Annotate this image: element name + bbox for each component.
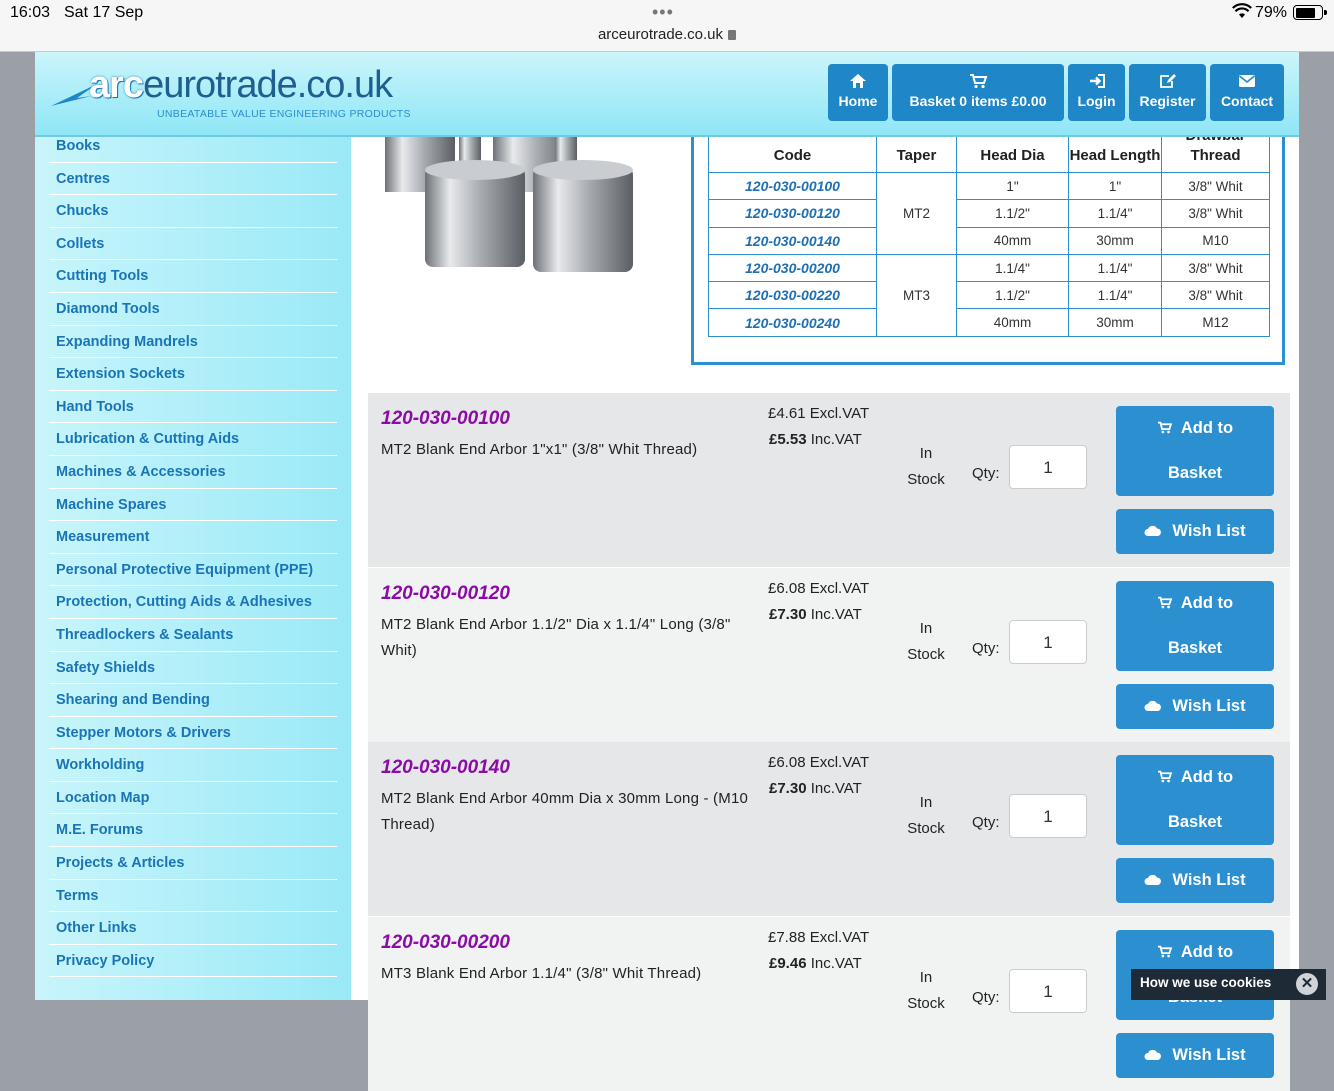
product-description: MT3 Blank End Arbor 1.1/4" (3/8" Whit Thread) [381, 964, 702, 982]
quantity-input[interactable]: 1 [1009, 969, 1087, 1013]
date: Sat 17 Sep [64, 4, 144, 21]
price-inc-vat: £9.46 Inc.VAT [769, 954, 862, 972]
sidebar-item[interactable]: Extension Sockets [49, 358, 337, 391]
wish-list-button[interactable]: Wish List [1116, 858, 1274, 903]
spec-head-dia-cell: 1.1/2" [957, 200, 1069, 227]
home-icon [849, 73, 867, 89]
spec-table-panel [691, 122, 1285, 365]
qty-label: Qty: [972, 639, 1000, 657]
web-page [35, 52, 1299, 1064]
cookie-banner[interactable] [1131, 969, 1326, 1000]
qty-label: Qty: [972, 988, 1000, 1006]
sidebar-item[interactable]: Measurement [49, 521, 337, 554]
spec-head-dia-cell: 1" [957, 173, 1069, 200]
spec-table-row [709, 173, 1270, 200]
sidebar-item[interactable]: Location Map [49, 782, 337, 815]
nav-basket-button[interactable]: Basket 0 items £0.00 [892, 64, 1064, 121]
spec-code-link[interactable]: 120-030-00120 [709, 200, 877, 227]
category-list [49, 130, 337, 977]
quantity-input[interactable]: 1 [1009, 620, 1087, 664]
spec-head-length-cell: 1.1/4" [1069, 254, 1162, 281]
spec-code-link[interactable]: 120-030-00200 [709, 254, 877, 281]
product-code-link[interactable]: 120-030-00140 [381, 757, 510, 778]
price-inc-vat: £7.30 Inc.VAT [769, 605, 862, 623]
spec-head-length-cell: 30mm [1069, 309, 1162, 336]
spec-thread-cell: M10 [1162, 227, 1270, 254]
spec-head-length-cell: 1.1/4" [1069, 200, 1162, 227]
spec-code-link[interactable]: 120-030-00240 [709, 309, 877, 336]
url-text: arceurotrade.co.uk [597, 26, 724, 43]
quantity-input[interactable]: 1 [1009, 794, 1087, 838]
sidebar-item[interactable]: Stepper Motors & Drivers [49, 717, 337, 750]
spec-code-link[interactable]: 120-030-00220 [709, 282, 877, 309]
price-excl-vat: £4.61 Excl.VAT [768, 405, 870, 422]
price-excl-vat: £6.08 Excl.VAT [768, 579, 870, 597]
spec-thread-cell: 3/8" Whit [1162, 173, 1270, 200]
col-header-taper: Taper [877, 117, 957, 173]
sidebar-item[interactable]: Safety Shields [49, 652, 337, 685]
product-description: MT2 Blank End Arbor 40mm Dia x 30mm Long - (M10 Thread) [381, 790, 749, 833]
nav-register-button[interactable]: Register [1129, 64, 1206, 121]
sidebar-item[interactable]: Protection, Cutting Aids & Adhesives [49, 586, 337, 619]
spec-head-length-cell: 1" [1069, 173, 1162, 200]
wish-list-button[interactable]: Wish List [1116, 1033, 1274, 1078]
lock-icon [728, 30, 736, 40]
nav-home-button[interactable]: Home [828, 64, 888, 121]
main-content [351, 122, 1299, 1064]
nav-contact-button[interactable]: Contact [1210, 64, 1284, 121]
qty-label: Qty: [972, 465, 1000, 482]
sidebar-item[interactable]: Privacy Policy [49, 945, 337, 978]
col-header-code: Code [709, 117, 877, 173]
stock-status: In Stock [907, 968, 945, 1012]
cloud-icon [1144, 1049, 1162, 1061]
sidebar-item[interactable]: Centres [49, 163, 337, 196]
spec-head-length-cell: 30mm [1069, 227, 1162, 254]
category-sidebar [35, 122, 351, 1000]
col-header-head-dia: Head Dia [957, 117, 1069, 173]
cart-icon [969, 73, 987, 89]
product-code-link[interactable]: 120-030-00120 [381, 582, 510, 604]
sidebar-item[interactable]: Cutting Tools [49, 260, 337, 293]
spec-head-dia-cell: 40mm [957, 227, 1069, 254]
spec-code-link[interactable]: 120-030-00140 [709, 227, 877, 254]
wish-list-button[interactable]: Wish List [1116, 509, 1274, 554]
wish-list-button[interactable]: Wish List [1116, 684, 1274, 729]
spec-taper-cell: MT2 [877, 173, 957, 255]
stock-status: In Stock [907, 794, 945, 837]
spec-table-row [709, 227, 1270, 254]
cart-icon [1157, 596, 1172, 609]
product-description: MT2 Blank End Arbor 1"x1" (3/8" Whit Thread) [381, 441, 698, 458]
sidebar-item[interactable]: Machine Spares [49, 489, 337, 522]
qty-label: Qty: [972, 814, 1000, 831]
nav-login-button[interactable]: Login [1068, 64, 1125, 121]
spec-head-length-cell: 1.1/4" [1069, 282, 1162, 309]
edit-icon [1159, 73, 1177, 89]
sidebar-item[interactable]: Projects & Articles [49, 847, 337, 880]
col-header-drawbar-thread: Thread [1162, 117, 1270, 173]
sidebar-item[interactable]: Other Links [49, 912, 337, 945]
cookie-banner-text: How we use cookies [1140, 975, 1272, 990]
wifi-icon [1232, 3, 1252, 19]
stock-status: In Stock [907, 445, 945, 488]
spec-table-row [709, 309, 1270, 336]
add-to-basket-button[interactable]: Add to Basket [1116, 755, 1274, 845]
sidebar-item[interactable]: Shearing and Bending [49, 684, 337, 717]
sidebar-item[interactable]: Diamond Tools [49, 293, 337, 326]
sidebar-item[interactable]: Chucks [49, 195, 337, 228]
sidebar-item[interactable]: Terms [49, 880, 337, 913]
spec-taper-cell: MT3 [877, 254, 957, 336]
cloud-icon [1144, 700, 1162, 712]
spec-thread-cell: M12 [1162, 309, 1270, 336]
sidebar-item[interactable]: Personal Protective Equipment (PPE) [49, 554, 337, 587]
product-row [368, 393, 1290, 567]
close-icon[interactable]: ✕ [1296, 973, 1318, 995]
product-image [365, 122, 633, 282]
sidebar-item[interactable]: Threadlockers & Sealants [49, 619, 337, 652]
spec-thread-cell: 3/8" Whit [1162, 282, 1270, 309]
quantity-input[interactable]: 1 [1009, 445, 1087, 489]
spec-table [708, 116, 1270, 337]
price-inc-vat: £7.30 Inc.VAT [769, 780, 862, 797]
spec-head-dia-cell: 40mm [957, 309, 1069, 336]
cart-icon [1157, 770, 1172, 783]
address-bar[interactable] [0, 26, 1334, 43]
login-icon [1088, 73, 1106, 89]
stock-status: In Stock [907, 619, 945, 663]
price-excl-vat: £7.88 Excl.VAT [768, 928, 870, 946]
spec-thread-cell: 3/8" Whit [1162, 200, 1270, 227]
spec-thread-cell: 3/8" Whit [1162, 254, 1270, 281]
add-to-basket-button[interactable]: Add to Basket [1116, 581, 1274, 671]
product-code-link[interactable]: 120-030-00100 [381, 408, 510, 429]
cloud-icon [1144, 525, 1162, 537]
spec-head-dia-cell: 1.1/2" [957, 282, 1069, 309]
spec-table-row [709, 254, 1270, 281]
price-excl-vat: £6.08 Excl.VAT [768, 754, 870, 771]
col-header-head-length: Head Length [1069, 117, 1162, 173]
product-description: MT2 Blank End Arbor 1.1/2" Dia x 1.1/4" Long (3/8" Whit) [381, 615, 731, 659]
cloud-icon [1144, 874, 1162, 886]
site-header [35, 52, 1299, 137]
sidebar-item[interactable]: Hand Tools [49, 391, 337, 424]
sidebar-item[interactable]: Lubrication & Cutting Aids [49, 423, 337, 456]
product-code-link[interactable]: 120-030-00200 [381, 931, 510, 953]
sidebar-item[interactable]: Workholding [49, 749, 337, 782]
cart-icon [1157, 945, 1172, 958]
site-logo[interactable]: arceurotrade.co.uk UNBEATABLE VALUE ENGINEERING PRODUCTS [49, 62, 429, 122]
spec-head-dia-cell: 1.1/4" [957, 254, 1069, 281]
product-row [368, 742, 1290, 916]
sidebar-item[interactable]: M.E. Forums [49, 814, 337, 847]
sidebar-item[interactable]: Machines & Accessories [49, 456, 337, 489]
clock: 16:03 [10, 4, 51, 21]
battery-icon [1293, 5, 1323, 20]
sidebar-item[interactable]: Collets [49, 228, 337, 261]
envelope-icon [1238, 73, 1256, 89]
logo-tagline: UNBEATABLE VALUE ENGINEERING PRODUCTS [157, 108, 411, 120]
price-inc-vat: £5.53 Inc.VAT [769, 431, 862, 448]
add-to-basket-button[interactable]: Add to Basket [1116, 406, 1274, 496]
battery-percent: 79% [1255, 4, 1288, 21]
add-to-basket-button[interactable]: Add to [1116, 930, 1274, 1020]
spec-table-row [709, 282, 1270, 309]
product-row [368, 917, 1290, 1091]
browser-status-bar [0, 0, 1334, 52]
spec-code-link[interactable]: 120-030-00100 [709, 173, 877, 200]
more-dots-icon[interactable]: ••• [652, 2, 674, 22]
spec-table-row [709, 200, 1270, 227]
cart-icon [1157, 421, 1172, 434]
product-row [368, 568, 1290, 742]
sidebar-item[interactable]: Expanding Mandrels [49, 326, 337, 359]
sidebar-item[interactable]: Books [49, 130, 337, 163]
